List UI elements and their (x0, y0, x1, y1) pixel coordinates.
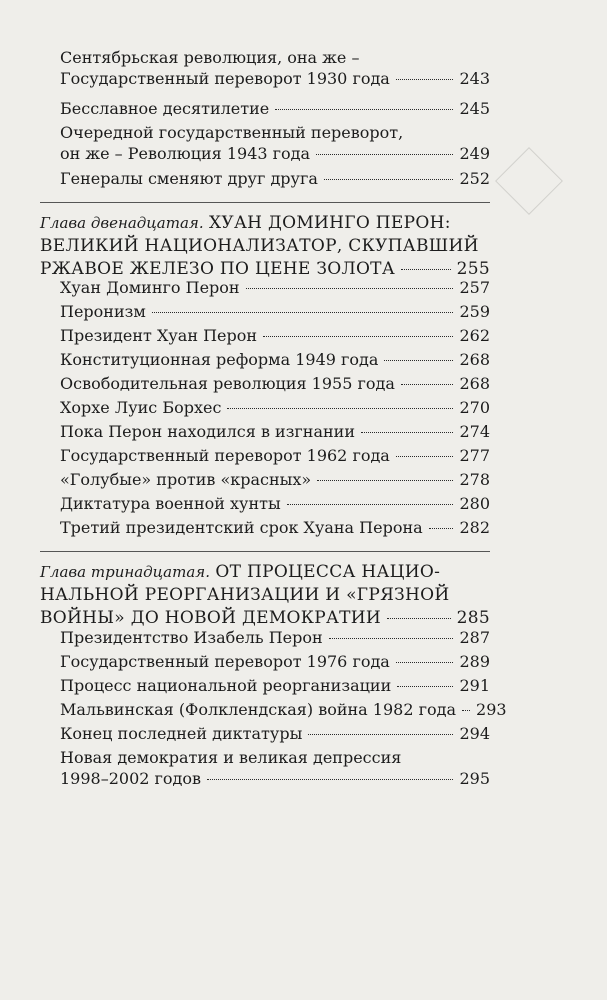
toc-entry: Процесс национальной реорганизации 291 (60, 676, 490, 695)
toc-entry: Мальвинская (Фолклендская) война 1982 года 293 (60, 700, 507, 719)
dot-leader (396, 662, 454, 663)
page-number: 277 (459, 446, 490, 465)
toc-entry: Очередной государственный переворот, он же – Революция 1943 года 249 (60, 123, 490, 163)
page-number: 291 (459, 676, 490, 695)
page-number: 252 (459, 169, 490, 188)
dot-leader (396, 456, 454, 457)
chapter-heading: Глава двенадцатая. ХУАН ДОМИНГО ПЕРОН: ВЕЛИКИЙ НАЦИОНАЛИЗАТОР, СКУПАВШИЙ РЖАВОЕ ЖЕЛЕЗО ПО ЦЕНЕ ЗОЛОТА 255 (40, 213, 490, 279)
dot-leader (308, 734, 453, 735)
toc-entry: Хуан Доминго Перон 257 (60, 278, 490, 297)
toc-entry: Генералы сменяют друг друга 252 (60, 169, 490, 188)
dot-leader (401, 269, 451, 270)
dot-leader (361, 432, 453, 433)
dot-leader (275, 109, 453, 110)
dot-leader (401, 384, 454, 385)
toc-entry: Конституционная реформа 1949 года 268 (60, 350, 490, 369)
page-number: 255 (456, 259, 490, 279)
page-number: 259 (459, 302, 490, 321)
chapter-label: Глава двенадцатая. (40, 214, 204, 232)
toc-entry: Конец последней диктатуры 294 (60, 724, 490, 743)
page-number: 287 (459, 628, 490, 647)
toc-entry: Хорхе Луис Борхес 270 (60, 398, 490, 417)
page-number: 295 (459, 769, 490, 788)
dot-leader (324, 179, 454, 180)
page-number: 285 (456, 608, 490, 628)
page-number: 294 (459, 724, 490, 743)
dot-leader (246, 288, 454, 289)
dot-leader (207, 779, 453, 780)
dot-leader (462, 710, 470, 711)
dot-leader (317, 480, 453, 481)
page-number: 245 (459, 99, 490, 118)
page-number: 289 (459, 652, 490, 671)
dot-leader (396, 79, 454, 80)
page-number: 270 (459, 398, 490, 417)
divider (40, 551, 490, 552)
toc-entry: Государственный переворот 1976 года 289 (60, 652, 490, 671)
age-rating-badge-ghost (495, 147, 563, 215)
divider (40, 202, 490, 203)
page-number: 249 (459, 144, 490, 163)
dot-leader (227, 408, 453, 409)
page-number: 274 (459, 422, 490, 441)
page-number: 268 (459, 350, 490, 369)
toc-entry: Государственный переворот 1962 года 277 (60, 446, 490, 465)
dot-leader (287, 504, 454, 505)
toc-entry: Президент Хуан Перон 262 (60, 326, 490, 345)
page-number: 257 (459, 278, 490, 297)
toc-entry: «Голубые» против «красных» 278 (60, 470, 490, 489)
page-number: 268 (459, 374, 490, 393)
toc-entry: Бесславное десятилетие 245 (60, 99, 490, 118)
toc-entry: Третий президентский срок Хуана Перона 282 (60, 518, 490, 537)
dot-leader (384, 360, 453, 361)
dot-leader (429, 528, 454, 529)
chapter-label: Глава тринадцатая. (40, 563, 210, 581)
dot-leader (397, 686, 453, 687)
page-number: 293 (476, 700, 507, 719)
page-number: 278 (459, 470, 490, 489)
chapter-heading: Глава тринадцатая. ОТ ПРОЦЕССА НАЦИО- НАЛЬНОЙ РЕОРГАНИЗАЦИИ И «ГРЯЗНОЙ ВОЙНЫ» ДО НОВОЙ ДЕМОКРАТИИ 285 (40, 562, 490, 628)
toc-entry: Сентябрьская революция, она же – Государственный переворот 1930 года 243 (60, 48, 490, 88)
page-number: 243 (459, 69, 490, 88)
page-number: 282 (459, 518, 490, 537)
page-number: 262 (459, 326, 490, 345)
toc-entry: Новая демократия и великая депрессия 1998–2002 годов 295 (60, 748, 490, 788)
dot-leader (152, 312, 454, 313)
toc-entry: Перонизм 259 (60, 302, 490, 321)
dot-leader (387, 618, 451, 619)
toc-entry: Пока Перон находился в изгнании 274 (60, 422, 490, 441)
toc-entry: Президентство Изабель Перон 287 (60, 628, 490, 647)
page-number: 280 (459, 494, 490, 513)
toc-entry: Диктатура военной хунты 280 (60, 494, 490, 513)
dot-leader (329, 638, 454, 639)
dot-leader (263, 336, 453, 337)
dot-leader (316, 154, 453, 155)
toc-entry: Освободительная революция 1955 года 268 (60, 374, 490, 393)
